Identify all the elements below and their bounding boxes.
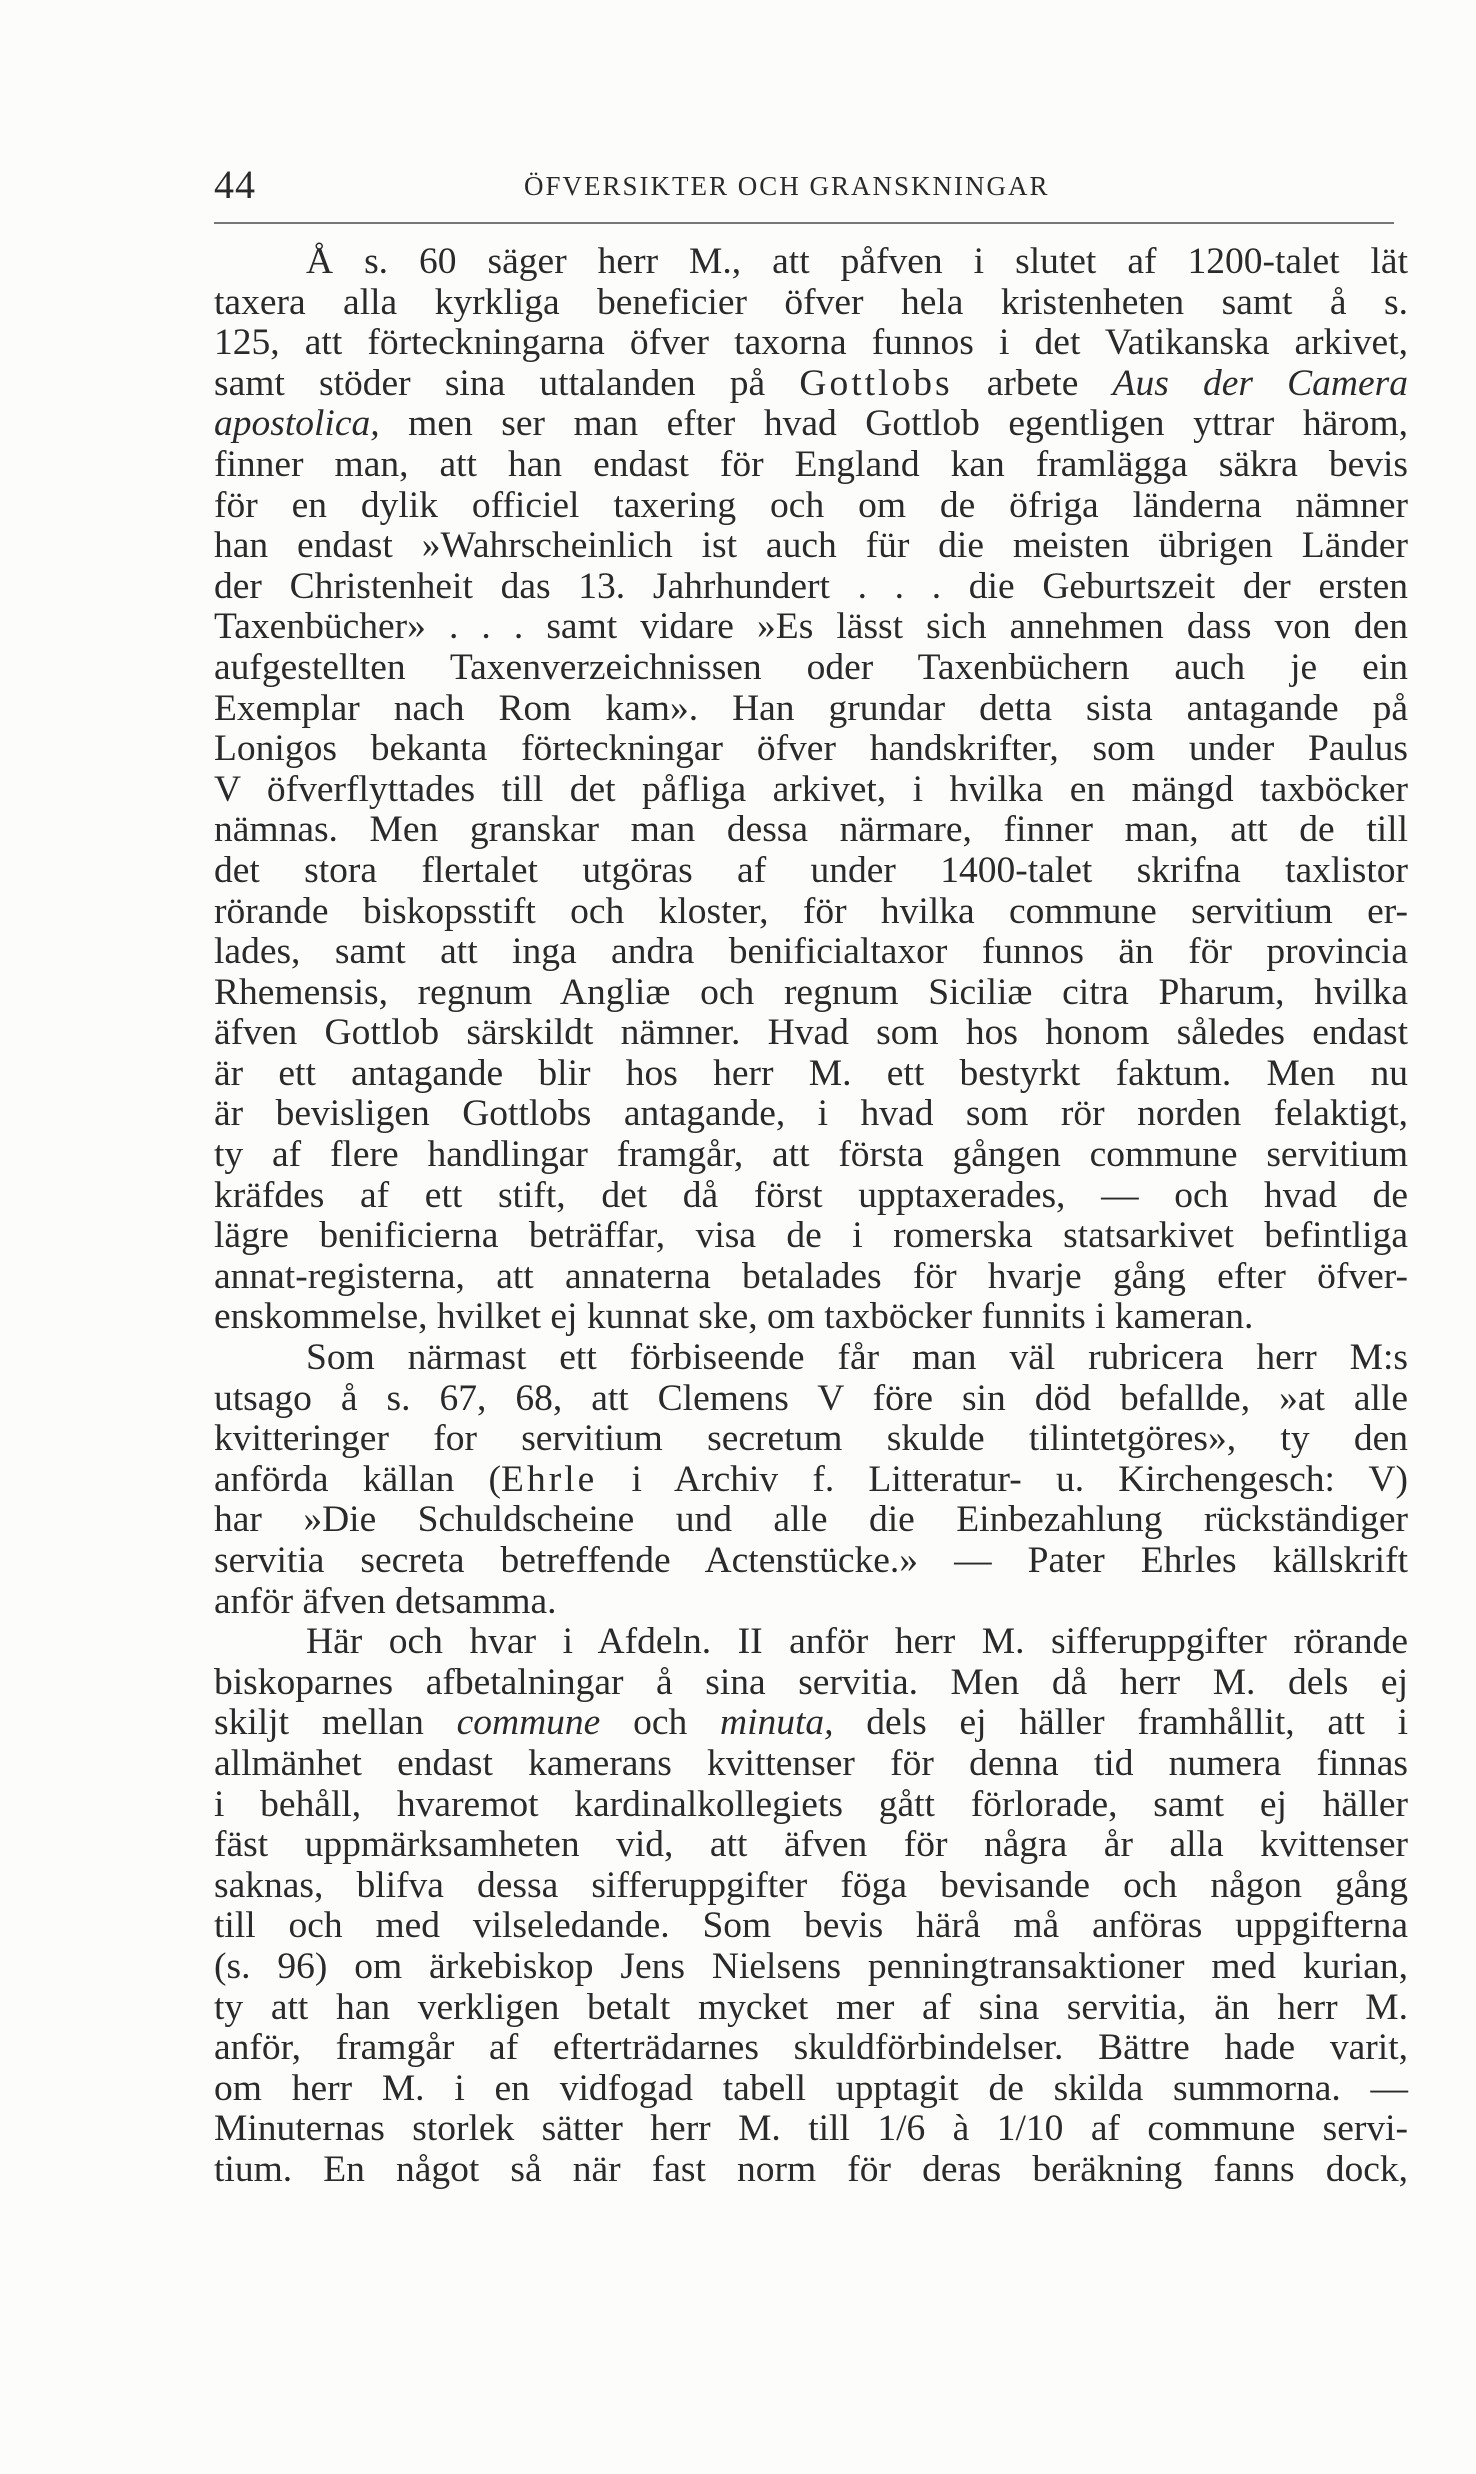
spaced-name: Ehrle <box>501 1458 598 1500</box>
text-line: V öfverflyttades till det påfliga arkivet, i hvilka en mängd taxböcker <box>214 768 1408 810</box>
text-line: Lonigos bekanta förteckningar öfver handskrifter, som under Paulus <box>214 728 1408 770</box>
text-line: lägre benificierna beträffar, visa de i romerska statsarkivet befintliga <box>214 1215 1408 1257</box>
text-line: kräfdes af ett stift, det då först upptaxerades, — och hvad de <box>214 1174 1408 1216</box>
fraction: 1/6 <box>877 2108 926 2150</box>
text-span: à <box>952 2108 970 2150</box>
text-line: han endast »Wahrscheinlich ist auch für die meisten übrigen Länder <box>214 525 1408 567</box>
text-span: skiljt mellan <box>214 1702 424 1744</box>
text-line: fäst uppmärksamheten vid, att äfven för några år alla kvittenser <box>214 1824 1408 1866</box>
text-line: Rhemensis, regnum Angliæ och regnum Siciliæ citra Pharum, hvilka <box>214 971 1408 1013</box>
text-line: Å s. 60 säger herr M., att påfven i slutet af 1200-talet lät <box>306 241 1408 282</box>
text-line: ty af flere handlingar framgår, att första gången commune servitium <box>214 1134 1408 1176</box>
italic-term: minuta, <box>719 1702 834 1744</box>
text-line: har »Die Schuldscheine und alle die Einbezahlung rückständiger <box>214 1499 1408 1541</box>
text-line: rörande biskopsstift och kloster, för hvilka commune servitium er- <box>214 890 1408 932</box>
text-span: men ser man efter hvad Gottlob egentligen yttrar härom, <box>408 403 1408 445</box>
text-line: Här och hvar i Afdeln. II anför herr M. sifferuppgifter rörande <box>306 1621 1408 1663</box>
text-line: utsago å s. 67, 68, att Clemens V före sin död befallde, »at alle <box>214 1377 1408 1419</box>
running-head: ÖFVERSIKTER OCH GRANSKNINGAR <box>524 171 1050 201</box>
text-line: enskommelse, hvilket ej kunnat ske, om taxböcker funnits i kameran. <box>214 1296 1254 1338</box>
text-line <box>214 1703 1408 1744</box>
text-line: servitia secreta betreffende Actenstücke.» — Pater Ehrles källskrift <box>214 1540 1408 1581</box>
text-line <box>214 2109 1408 2150</box>
body-text <box>214 242 1408 2191</box>
text-span: i Archiv f. Litteratur- u. Kirchengesch: V) <box>597 1458 1408 1500</box>
text-line: biskoparnes afbetalningar å sina servitia. Men då herr M. dels ej <box>214 1661 1408 1703</box>
text-line: ty att han verkligen betalt mycket mer af sina servitia, än herr M. <box>214 1986 1408 2028</box>
text-line: till och med vilseledande. Som bevis härå må anföras uppgifterna <box>214 1905 1408 1947</box>
text-line: (s. 96) om ärkebiskop Jens Nielsens penningtransaktioner med kurian, <box>214 1945 1408 1987</box>
text-line: anför äfven detsamma. <box>214 1580 557 1622</box>
text-line: taxera alla kyrkliga beneficier öfver hela kristenheten samt å s. <box>214 281 1408 323</box>
text-line: nämnas. Men granskar man dessa närmare, finner man, att de till <box>214 809 1408 851</box>
text-line: äfven Gottlob särskildt nämner. Hvad som hos honom således endast <box>214 1012 1408 1054</box>
text-line: saknas, blifva dessa sifferuppgifter föga bevisande och någon gång <box>214 1864 1408 1906</box>
page-header <box>214 160 1394 210</box>
text-line: finner man, att han endast för England kan framlägga säkra bevis <box>214 443 1408 485</box>
text-line: är bevisligen Gottlobs antagande, i hvad som rör norden felaktigt, <box>214 1093 1408 1135</box>
text-span: och <box>633 1702 688 1744</box>
header-rule <box>214 222 1394 224</box>
page-number: 44 <box>214 162 256 207</box>
text-line <box>214 364 1408 405</box>
text-line: Som närmast ett förbiseende får man väl rubricera herr M:s <box>306 1337 1408 1379</box>
text-line: annat-registerna, att annaterna betalades för hvarje gång efter öfver- <box>214 1255 1408 1297</box>
text-line: allmänhet endast kamerans kvittenser för denna tid numera finnas <box>214 1742 1408 1784</box>
text-line: är ett antagande blir hos herr M. ett bestyrkt faktum. Men nu <box>214 1052 1408 1094</box>
text-span: samt stöder sina uttalanden på <box>214 362 766 404</box>
text-span: dels ej häller framhållit, att i <box>866 1702 1409 1744</box>
italic-term: commune <box>456 1702 601 1744</box>
text-line: kvitteringer for servitium secretum skulde tilintetgöres», ty den <box>214 1418 1408 1460</box>
text-line: der Christenheit das 13. Jahrhundert . . . die Geburtszeit der ersten <box>214 565 1408 607</box>
text-line: i behåll, hvaremot kardinalkollegiets gått förlorade, samt ej häller <box>214 1783 1408 1825</box>
text-line: Taxenbücher» . . . samt vidare »Es lässt sich annehmen dass von den <box>214 606 1408 648</box>
text-line: 125, att förteckningarna öfver taxorna funnos i det Vatikanska arkivet, <box>214 322 1408 364</box>
text-line: lades, samt att inga andra benificialtaxor funnos än för provincia <box>214 931 1408 973</box>
text-span: Minuternas storlek sätter herr M. till <box>214 2108 850 2150</box>
text-line: tium. En något så när fast norm för deras beräkning fanns dock, <box>214 2148 1408 2190</box>
text-line: aufgestellten Taxenverzeichnissen oder Taxenbüchern auch je ein <box>214 646 1408 688</box>
spaced-name: Gottlobs <box>799 362 953 404</box>
text-line: för en dylik officiel taxering och om de öfriga länderna nämner <box>214 484 1408 526</box>
text-line: anför, framgår af efterträdarnes skuldförbindelser. Bättre hade varit, <box>214 2027 1408 2069</box>
text-span: anförda källan ( <box>214 1458 502 1500</box>
fraction: 1/10 <box>996 2108 1064 2150</box>
text-line: Exemplar nach Rom kam». Han grundar detta sista antagande på <box>214 687 1408 729</box>
text-line <box>214 404 1408 445</box>
text-span: arbete <box>986 362 1079 404</box>
text-line <box>214 1460 1408 1501</box>
italic-title: apostolica, <box>214 403 380 445</box>
text-span: af commune servi- <box>1090 2108 1409 2150</box>
text-line: om herr M. i en vidfogad tabell upptagit de skilda summorna. — <box>214 2067 1408 2109</box>
italic-title: Aus der Camera <box>1112 362 1408 404</box>
text-line: det stora flertalet utgöras af under 1400-talet skrifna taxlistor <box>214 849 1408 891</box>
